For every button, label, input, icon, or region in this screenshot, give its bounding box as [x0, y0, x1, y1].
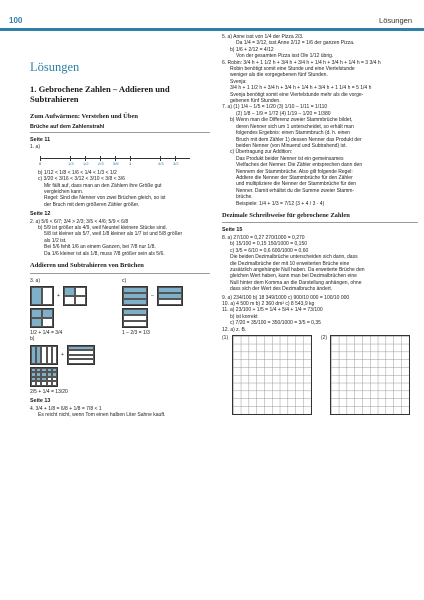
ex7b: b) Wenn man die Differenz zweier Stammbrüche bildet, — [230, 117, 353, 124]
text-line: Svenja: — [230, 78, 247, 85]
addsub-heading: Addieren und Subtrahieren von Brüchen — [30, 262, 144, 269]
nl-label: 1/3 — [68, 160, 74, 166]
text-line: die Dezimalbrüche der mit 10 erweiterten Brüche eine — [230, 260, 350, 267]
seite-13: Seite 13 — [30, 398, 51, 405]
text-line: beiden Nenner (von Minuend und Subtrahend) ist. — [236, 142, 347, 149]
ex12-grids — [222, 335, 418, 417]
fraction-row — [30, 308, 112, 328]
decimal-heading: Dezimale Schreibweise für gebrochene Zahlen — [222, 211, 350, 219]
chapter-heading: 1. Gebrochene Zahlen – Addieren und Subtrahieren — [30, 84, 170, 104]
text-line: weniger als die vorgegebenen fünf Stunden. — [230, 72, 328, 79]
ex1b: b) 1/12 < 1/8 < 1/6 < 1/4 < 1/3 < 1/2 — [38, 169, 117, 176]
ex10: 10. a) 4 500 m b) 2 360 dm² c) 8 543,9 kg — [222, 300, 315, 307]
ex2a: 2. a) 5/6 < 6/7; 3/4 > 2/3; 3/5 < 4/6; 5/9 < 6/8 — [30, 218, 129, 225]
quarter-rect — [63, 286, 87, 306]
ex7c-example: Beispiele: 1/4 + 1/3 = 7/12 (3 + 4 / 3 · 4) — [236, 200, 325, 207]
text-line: Da 1/6 kleiner ist als 1/8, muss 7/8 größer sein als 5/6. — [44, 250, 165, 257]
ex3a-result: 1/2 + 1/4 = 3/4 — [30, 329, 63, 336]
text-line: Nenner. Damit erhältst du die Summe zweier Stamm- — [236, 187, 355, 194]
text-line: Bruch mit dem Zähler 1) dessen Nenner das Produkt der — [236, 136, 362, 143]
fraction-row — [122, 308, 204, 328]
ex11a: 11. a) 23/100 + 1/5 = 1/4 + 5/4 + 1/4 = 73/100 — [222, 307, 323, 314]
hundred-grid-1 — [232, 335, 312, 415]
nl-label: 1 — [129, 160, 132, 166]
ex3a-label: 3. a) — [30, 277, 41, 284]
ex11b: b) ist korrekt — [230, 313, 258, 320]
divider — [222, 222, 418, 223]
ex3a-block — [30, 278, 112, 337]
text-line: zusätzlich angehängte Null haben. Da erweiterte Brüche den — [230, 266, 365, 273]
grid-label: (1) — [222, 334, 229, 341]
text-line: Null hinter dem Komma an die Darstellung anhängen, ohne — [230, 279, 362, 286]
text-line: Nennern der Stammbrüche. Also gilt folgende Regel: — [236, 168, 353, 175]
fraction-row: + — [30, 286, 112, 306]
ex3c-label: c) — [122, 277, 127, 284]
text-line: gleichen Wert haben, kann man bei Dezimalbrüchen eine — [230, 273, 357, 280]
divider — [30, 132, 210, 133]
thirds-rect — [157, 286, 183, 306]
page-header — [0, 0, 424, 32]
ex3b-result: 2/5 + 1/4 = 13/20 — [30, 388, 68, 395]
hundred-grid-2 — [330, 335, 410, 415]
page-number: 100 — [9, 16, 23, 25]
text-line: deren Nenner sich um 1 unterscheidet, so erhält man — [236, 123, 354, 130]
section-title: Lösungen — [379, 16, 412, 25]
text-line: folgendes Ergebnis: einen Stammbruch (d. h. einen — [236, 130, 350, 137]
sum-rect — [30, 308, 54, 328]
seite-12: Seite 12 — [30, 211, 51, 218]
ex3c-block — [122, 278, 204, 337]
ex7c: c) Übertragung zur Addition: — [230, 149, 293, 156]
text-line: und multipliziere die Nenner der Stammbrüche für den — [236, 181, 357, 188]
twentieths-rect — [30, 367, 58, 387]
half-rect — [30, 286, 54, 306]
ex1c: c) 3/20 < 3/16 < 3/12 < 3/10 < 3/8 < 3/6 — [38, 176, 125, 183]
ex5a: 5. a) Anne isst von 1/4 der Pizza 2/3. — [222, 34, 304, 40]
text-line: Mir fällt auf, dass man an den Zählern ihre Größe gut — [44, 182, 162, 189]
ex1a-label: 1. a) — [30, 144, 41, 151]
right-column — [222, 34, 418, 417]
fraction-row — [30, 367, 210, 387]
header-rule — [0, 28, 424, 31]
ex2b: b) 5/9 ist größer als 4/9, weil Neuntel kleinere Stücke sind. — [38, 224, 167, 231]
text-line: Bei 5/6 fehlt 1/6 an einem Ganzen, bei 7/8 nur 1/8. — [44, 244, 156, 251]
ex3c-result: 1 – 2/3 = 1/3 — [122, 329, 150, 336]
nl-label: 0 — [39, 160, 42, 166]
quarters-rect — [67, 345, 95, 365]
fraction-row: – — [122, 286, 204, 306]
text-line: gebenen fünf Stunden. — [230, 98, 281, 105]
ex11c: c) 7/20 = 35/100 = 350/1000 = 3/5 = 0,35 — [230, 320, 321, 327]
text-line: vergleichen kann. — [44, 188, 84, 195]
ex4: 4. 3/4 + 1/8 = 6/8 + 1/8 = 7/8 < 1 — [30, 405, 102, 412]
divider — [30, 273, 210, 274]
text-line: Von der gesamten Pizza isst Ole 1/12 übrig. — [236, 53, 334, 60]
grid-label: (2) — [320, 334, 328, 341]
ex6: 6. Robin: 3/4 h + 1 1/2 h + 3/4 h + 3/4 h + 1/4 h + 3/4 h + 1/4 h = 3 3/4 h — [222, 59, 381, 66]
text-line: Svenja benötigt somit eine Viertelstunde mehr als die vorge- — [230, 91, 364, 98]
result-rect — [122, 308, 148, 328]
ex8b: b) 15/100 = 0,15 150/1000 = 0,150 — [230, 241, 308, 248]
text-line: Da 1/4 = 3/12, isst Anne 2/12 = 1/6 der ganzen Pizza. — [236, 40, 355, 47]
ex9: 9. a) 234/100 b) 18 349/1000 c) 900/10 000 = 100/10 000 — [222, 294, 350, 301]
ex12: 12. a) z. B. — [222, 326, 247, 333]
ex5b: b) 1/6 + 2/12 = 4/12 — [230, 46, 274, 53]
text-line: Vielfaches der Nenner. Die Zähler entsprechen dann den — [236, 162, 363, 169]
text-line: Robin benötigt somit eine Stunde und eine Viertelstunde — [230, 66, 355, 73]
text-line: Die beiden Dezimalbrüche unterscheiden sich darin, dass — [230, 254, 358, 261]
page-title: Lösungen — [30, 60, 80, 74]
ex4-text: Es reicht nicht, wenn Tom einen halben Liter Sahne kauft. — [38, 411, 166, 418]
seite-11: Seite 11 — [30, 136, 51, 143]
nl-label: 3/2 — [173, 160, 179, 166]
ex3b-label: b) — [30, 336, 35, 343]
nl-label: 4/3 — [158, 160, 164, 166]
warmup-heading: Zum Aufwärmen: Verstehen und Üben — [30, 113, 138, 120]
text-line: Addiere die Nenner der Stammbrüche für den Zähler — [236, 174, 353, 181]
number-line — [40, 153, 190, 167]
text-line: Das Produkt beider Nenner ist ein gemeinsames — [236, 155, 344, 162]
text-line: der Bruch mit dem größeren Zähler größer. — [44, 201, 140, 208]
fifths-rect — [30, 345, 58, 365]
left-column — [30, 34, 210, 418]
text-line: Regel: Sind die Nenner von zwei Brüchen gleich, so ist — [44, 195, 166, 202]
numberline-subheading: Brüche auf dem Zahlenstrahl — [30, 123, 105, 130]
ex8c: c) 3/5 = 6/10 = 0,6 600/1000 = 0,60 — [230, 247, 309, 254]
ex3-figures — [30, 278, 210, 337]
ex6-svenja: 3/4 h + 1 1/2 h + 3/4 h + 3/4 h + 1/4 h + 3/4 h + 1 1/4 h = 5 1/4 h — [230, 85, 372, 92]
ex7a: 7. a) (1) 1/4 – 1/5 = 1/20 (3) 1/10 – 1/11 = 1/110 — [222, 104, 328, 111]
text-line: dass sich der Wert des Dezimalbruchs ändert. — [230, 286, 333, 293]
whole-rect — [122, 286, 148, 306]
nl-label: 1/2 — [83, 160, 89, 166]
seite-15: Seite 15 — [222, 227, 243, 234]
text-line: 5/8 ist kleiner als 5/7, weil 1/8 kleiner als 1/7 ist und 5/8 größer — [44, 231, 183, 238]
text-line: als 1/2 ist. — [44, 237, 67, 244]
nl-label: 5/6 — [113, 160, 119, 166]
fraction-row: + — [30, 345, 210, 365]
ex8a: 8. a) 27/100 = 0,27 270/1000 = 0,270 — [222, 234, 305, 241]
ex7a-2: (2) 1/8 – 1/9 = 1/72 (4) 1/19 – 1/20 = 1/380 — [236, 110, 331, 117]
nl-label: 2/3 — [98, 160, 104, 166]
text-line: brüche. — [236, 194, 253, 201]
